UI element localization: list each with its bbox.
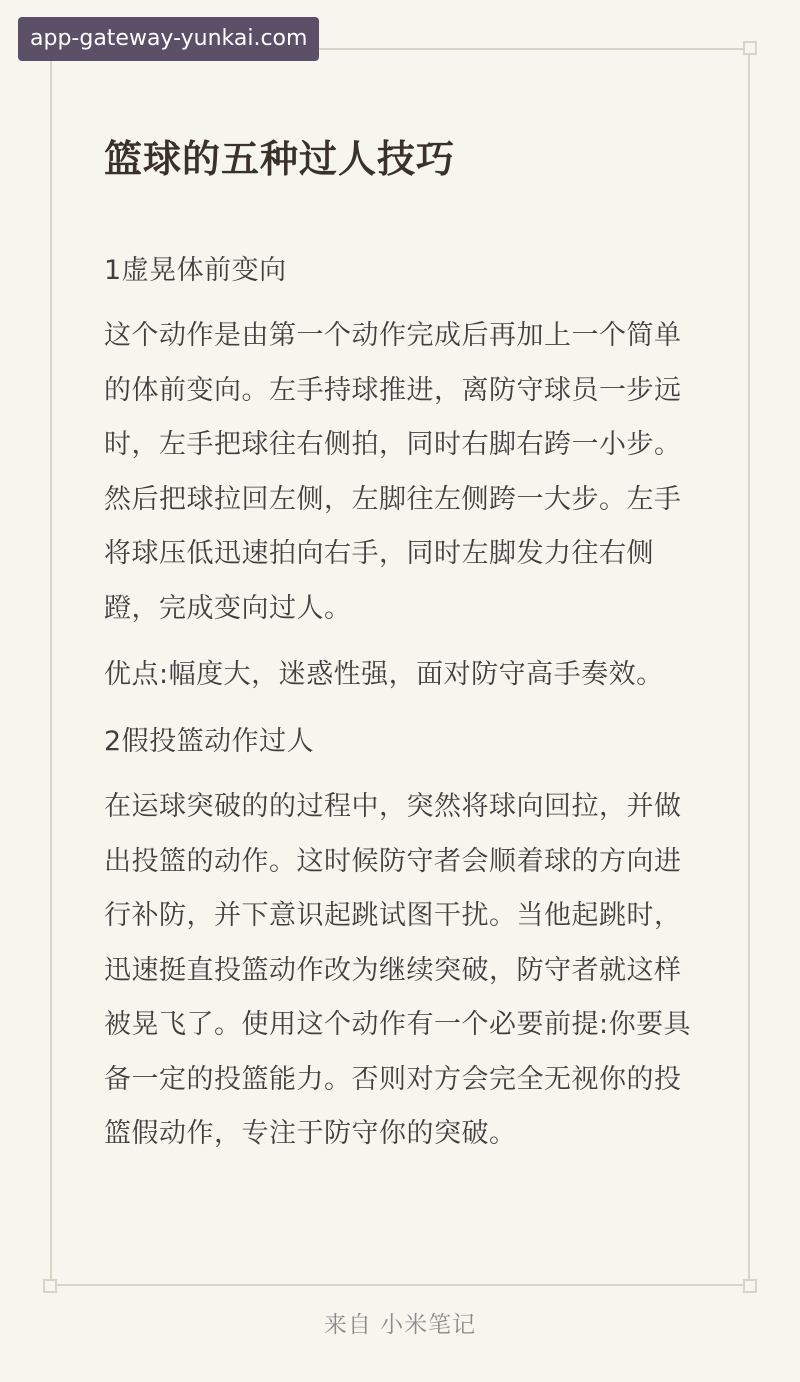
frame-corner-ornament xyxy=(43,1279,57,1293)
watermark-label: app-gateway-yunkai.com xyxy=(18,17,319,61)
section-1-body: 这个动作是由第一个动作完成后再加上一个简单的体前变向。左手持球推进，离防守球员一步远时，左手把球往右侧拍，同时右脚右跨一小步。然后把球拉回左侧，左脚往左侧跨一大步。左手将球压低迅速拍向右手，同时左脚发力往右侧蹬，完成变向过人。 xyxy=(104,320,682,624)
note-title: 篮球的五种过人技巧 xyxy=(104,137,456,181)
section-1-heading: 1虚晃体前变向 xyxy=(104,255,287,286)
section-2-body: 在运球突破的的过程中，突然将球向回拉，并做出投篮的动作。这时候防守者会顺着球的方向进行补防，并下意识起跳试图干扰。当他起跳时，迅速挺直投篮动作改为继续突破，防守者就这样被晃飞了。使用这个动作有一个必要前提:你要具备一定的投篮能力。否则对方会完全无视你的投篮假动作，专注于防守你的突破。 xyxy=(104,791,692,1149)
section-1-advantage: 优点:幅度大，迷惑性强，面对防守高手奏效。 xyxy=(104,659,664,690)
source-footer: 来自 小米笔记 xyxy=(323,1312,477,1338)
frame-corner-ornament xyxy=(743,1279,757,1293)
frame-corner-ornament xyxy=(743,41,757,55)
section-2-heading: 2假投篮动作过人 xyxy=(104,726,315,757)
